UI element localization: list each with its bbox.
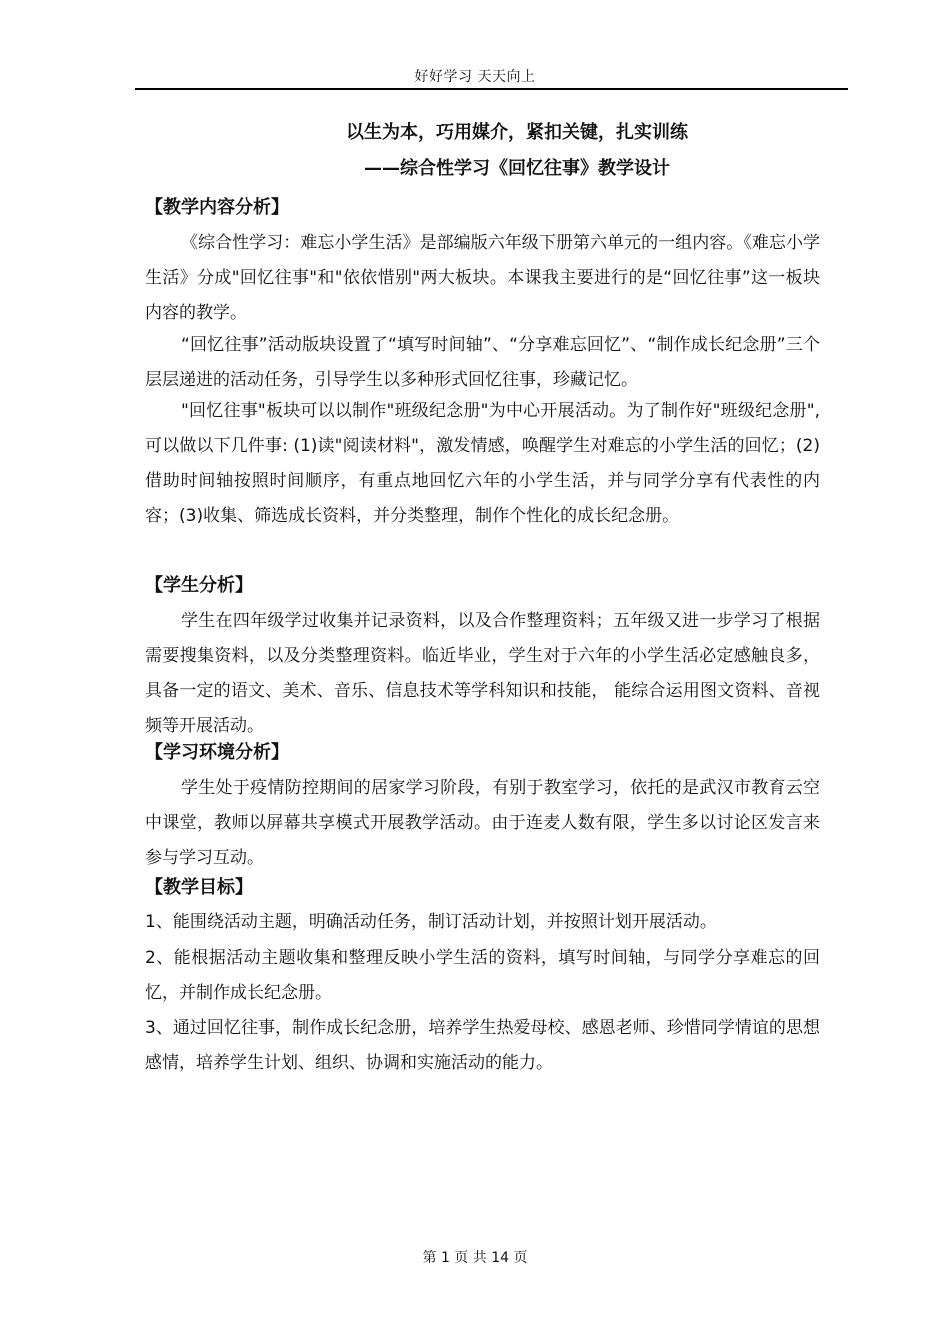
header-rule — [135, 88, 848, 90]
section-heading-content-analysis: 【教学内容分析】 — [145, 197, 289, 218]
section-heading-objectives: 【教学目标】 — [145, 877, 253, 898]
objective-item-3: 3、通过回忆往事，制作成长纪念册，培养学生热爱母校、感恩老师、珍惜同学情谊的思想感情，培养学生计划、组织、协调和实施活动的能力。 — [145, 1018, 820, 1073]
paragraph-content-analysis-1: 《综合性学习：难忘小学生活》是部编版六年级下册第六单元的一组内容。《难忘小学生活》分成"回忆往事"和"依依惜别"两大板块。本课我主要进行的是“回忆往事”这一板块内容的教学。 — [145, 233, 820, 323]
section-heading-environment-analysis: 【学习环境分析】 — [145, 742, 289, 763]
objective-item-2: 2、能根据活动主题收集和整理反映小学生活的资料，填写时间轴，与同学分享难忘的回忆，并制作成长纪念册。 — [145, 948, 820, 1003]
objective-item-1: 1、能围绕活动主题，明确活动任务，制订活动计划，并按照计划开展活动。 — [145, 912, 717, 932]
document-title: 以生为本，巧用媒介，紧扣关键，扎实训练 — [346, 122, 688, 143]
section-heading-student-analysis: 【学生分析】 — [145, 575, 253, 596]
paragraph-environment-analysis: 学生处于疫情防控期间的居家学习阶段，有别于教室学习，依托的是武汉市教育云空中课堂，教师以屏幕共享模式开展教学活动。由于连麦人数有限，学生多以讨论区发言来参与学习互动。 — [145, 778, 820, 868]
paragraph-content-analysis-2: “回忆往事”活动版块设置了“填写时间轴”、“分享难忘回忆”、“制作成长纪念册”三个层层递进的活动任务，引导学生以多种形式回忆往事，珍藏记忆。 — [145, 335, 820, 390]
page-footer: 第 1 页 共 14 页 — [422, 1250, 528, 1266]
paragraph-content-analysis-3: "回忆往事"板块可以以制作"班级纪念册"为中心开展活动。为了制作好"班级纪念册",可以做以下几件事: (1)读"阅读材料"，激发情感，唤醒学生对难忘的小学生活的回忆；(2)借助时间轴按照时间顺序，有重点地回忆六年的小学生活，并与同学分享有代表性的内容；(3)收集、筛选成长资料，并分类整理，制作个性化的成长纪念册。 — [145, 401, 820, 526]
page-header: 好好学习 天天向上 — [414, 69, 536, 85]
document-subtitle: ——综合性学习《回忆往事》教学设计 — [364, 158, 670, 179]
paragraph-student-analysis: 学生在四年级学过收集并记录资料，以及合作整理资料；五年级又进一步学习了根据需要搜集资料，以及分类整理资料。临近毕业，学生对于六年的小学生活必定感触良多，具备一定的语文、美术、音乐、信息技术等学科知识和技能， 能综合运用图文资料、音视频等开展活动。 — [145, 611, 820, 736]
